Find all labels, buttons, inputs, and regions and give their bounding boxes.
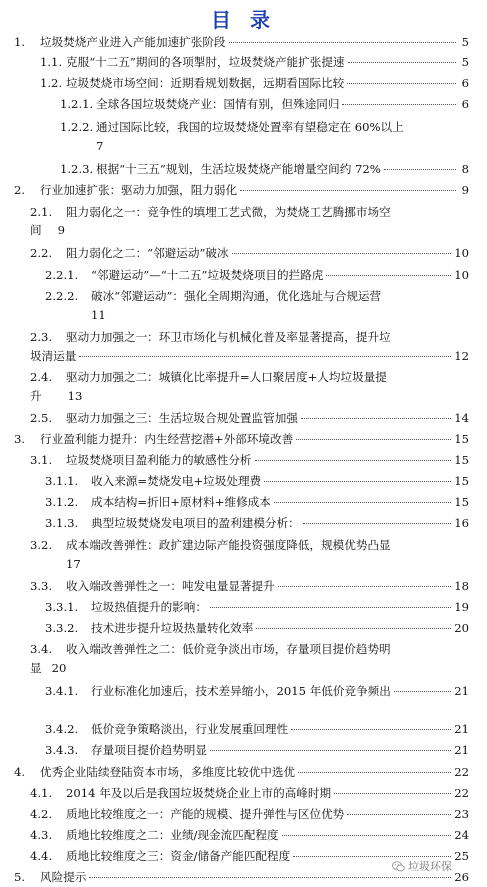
toc-entry-text-continued: 升: [30, 389, 42, 403]
leader-dots: [384, 169, 456, 170]
toc-page-number: 15: [454, 432, 469, 446]
toc-page-number: 5: [461, 55, 469, 69]
toc-entry-number: 3.1.3.: [45, 516, 79, 530]
leader-dots: [278, 586, 452, 587]
toc-entry-text: 克服“十二五”期间的各项掣肘，垃圾焚烧产能扩张提速: [66, 55, 345, 69]
toc-entry[interactable]: [30, 642, 469, 675]
leader-dots: [301, 418, 451, 419]
toc-entry-number: 4.1.: [30, 786, 53, 800]
toc-entry-number: 3.3.: [30, 579, 53, 593]
toc-entry[interactable]: [30, 246, 469, 261]
toc-entry-text: 风险提示: [40, 870, 87, 884]
watermark: [392, 858, 452, 874]
toc-entry[interactable]: [45, 289, 469, 322]
toc-entry-number: 3.1.1.: [45, 474, 79, 488]
toc-entry-number: 2.3.: [30, 330, 53, 344]
toc-entry-number: 1.2.2.: [60, 120, 94, 134]
leader-dots: [291, 729, 451, 730]
toc-entry-text: 存量项目提价趋势明显: [91, 743, 207, 757]
toc-entry-text: 行业加速扩张：驱动力加强，阻力弱化: [40, 183, 238, 197]
toc-page-number: 15: [454, 453, 469, 467]
toc-entry-number: 2.2.: [30, 246, 53, 260]
toc-entry[interactable]: [45, 516, 469, 531]
leader-dots: [79, 356, 451, 357]
toc-entry-text: 2014 年及以后是我国垃圾焚烧企业上市的高峰时期: [66, 786, 332, 800]
toc-entry[interactable]: [30, 538, 469, 571]
toc-entry[interactable]: [45, 268, 469, 283]
leader-dots: [210, 607, 451, 608]
toc-entry-number: 3.2.: [30, 538, 53, 552]
toc-page-number: 25: [454, 849, 469, 863]
toc-entry[interactable]: [45, 495, 469, 510]
toc-entry-number: 1.2.3.: [60, 162, 94, 176]
toc-entry-text: 成本结构=折旧+原材料+维修成本: [91, 495, 271, 509]
toc-entry-text-continued: 显: [30, 661, 42, 675]
toc-entry[interactable]: [60, 120, 469, 153]
toc-page-number: 22: [454, 765, 469, 779]
toc-page-number: 9: [461, 183, 469, 197]
toc-entry-text: 低价竞争策略淡出，行业发展重回理性: [91, 722, 289, 736]
toc-page-number: 26: [454, 870, 469, 884]
toc-entry-text: 垃圾焚烧产业进入产能加速扩张阶段: [40, 35, 226, 49]
toc-entry-number: 4.4.: [30, 849, 53, 863]
leader-dots: [229, 42, 456, 43]
toc-entry-number: 4.2.: [30, 807, 53, 821]
toc-entry[interactable]: [30, 786, 469, 801]
toc-page-number: 6: [461, 76, 469, 90]
toc-page-number: 19: [454, 600, 469, 614]
toc-entry-text: 行业盈利能力提升：内生经营挖潜+外部环境改善: [40, 432, 294, 446]
toc-entry-text: 质地比较维度之二：业绩/现金流匹配程度: [66, 828, 279, 842]
toc-entry[interactable]: [30, 453, 469, 468]
toc-entry-text: 通过国际比较，我国的垃圾焚烧处置率有望稳定在 60%以上: [96, 120, 404, 134]
toc-page-number: 14: [454, 411, 469, 425]
toc-entry-text: 收入端改善弹性之一：吨发电量显著提升: [66, 579, 275, 593]
toc-entry-text: 垃圾热值提升的影响：: [91, 600, 207, 614]
toc-entry-text: 垃圾焚烧项目盈利能力的敏感性分析: [66, 453, 252, 467]
watermark-text: 垃圾环保: [408, 860, 452, 873]
toc-entry-text: 破冰“邻避运动”：强化全周期沟通，优化选址与合规运营: [91, 289, 382, 303]
leader-dots: [303, 523, 452, 524]
leader-dots: [326, 275, 451, 276]
toc-entry-number: 2.2.2.: [45, 289, 79, 303]
toc-page-number: 24: [454, 828, 469, 842]
leader-dots: [232, 253, 452, 254]
toc-entry-text: “邻避运动”—“十二五”垃圾焚烧项目的拦路虎: [91, 268, 324, 282]
toc-page-number: 6: [461, 97, 469, 111]
leader-dots: [334, 793, 451, 794]
toc-entry-text: 驱动力加强之三：生活垃圾合规处置监管加强: [66, 411, 298, 425]
leader-dots: [255, 460, 452, 461]
toc-page-number: 5: [461, 35, 469, 49]
toc-entry-text: 驱动力加强之二：城镇化比率提升=人口聚居度+人均垃圾量提: [66, 370, 387, 384]
toc-entry[interactable]: [14, 432, 469, 447]
toc-entry[interactable]: [30, 411, 469, 426]
toc-entry-number: 3.1.2.: [45, 495, 79, 509]
leader-dots: [264, 481, 451, 482]
toc-entry[interactable]: [40, 55, 469, 70]
toc-page-number: 11: [91, 308, 106, 322]
toc-entry-text: 垃圾焚烧市场空间：近期看规划数据，远期看国际比较: [66, 76, 345, 90]
leader-dots: [342, 104, 456, 105]
toc-entry-number: 3.3.1.: [45, 600, 79, 614]
toc-entry[interactable]: [14, 765, 469, 780]
toc-entry-number: 4.: [14, 765, 26, 779]
toc-page-number: 10: [454, 268, 469, 282]
toc-entry[interactable]: [45, 600, 469, 615]
toc-entry-text-continued: 间: [30, 223, 42, 237]
toc-entry-number: 1.: [14, 35, 26, 49]
leader-dots: [296, 439, 451, 440]
toc-entry-text: 典型垃圾焚烧发电项目的盈利建模分析：: [91, 516, 300, 530]
toc-entry[interactable]: [14, 35, 469, 50]
toc-entry-number: 2.2.1.: [45, 268, 79, 282]
toc-entry-number: 3.1.: [30, 453, 53, 467]
toc-entry-text: 质地比较维度之一：产能的规模、提升弹性与区位优势: [66, 807, 345, 821]
leader-dots: [293, 856, 451, 857]
toc-page-number: 15: [454, 495, 469, 509]
toc-page-number: 9: [57, 223, 65, 237]
toc-entry[interactable]: [45, 743, 469, 758]
leader-dots: [282, 835, 452, 836]
toc-page-number: 17: [66, 557, 81, 571]
toc-entry[interactable]: [60, 97, 469, 112]
toc-entry-text: 收入端改善弹性之二：低价竞争淡出市场，存量项目提价趋势明: [66, 642, 391, 656]
toc-page-number: 21: [454, 684, 469, 698]
toc-page-number: 18: [454, 579, 469, 593]
toc-entry[interactable]: [30, 579, 469, 594]
toc-entry-number: 3.3.2.: [45, 621, 79, 635]
toc-entry[interactable]: [40, 76, 469, 91]
toc-entry-number: 3.4.3.: [45, 743, 79, 757]
toc-entry-number: 1.2.: [40, 76, 63, 90]
toc-entry[interactable]: [14, 183, 469, 198]
leader-dots: [274, 502, 451, 503]
toc-entry-text: 成本端改善弹性：政扩建边际产能投资强度降低，规模优势凸显: [66, 538, 391, 552]
leader-dots: [348, 62, 456, 63]
leader-dots: [89, 877, 451, 878]
toc-heading: 目 录: [211, 8, 276, 32]
toc-page-number: 13: [67, 389, 83, 403]
toc-page-number: 23: [454, 807, 469, 821]
toc-entry-number: 2.4.: [30, 370, 53, 384]
toc-entry-number: 3.4.1.: [45, 684, 79, 698]
toc-entry[interactable]: [45, 621, 469, 636]
toc-entry[interactable]: [30, 370, 469, 403]
toc-entry-text: 收入来源=焚烧发电+垃圾处理费: [91, 474, 262, 488]
toc-entry-text: 优秀企业陆续登陆资本市场，多维度比较优中选优: [40, 765, 296, 779]
toc-entry-number: 2.1.: [30, 205, 53, 219]
toc-page-number: 8: [461, 162, 469, 176]
leader-dots: [256, 628, 451, 629]
toc-entry-text: 阻力弱化之二：“邻避运动”破冰: [66, 246, 229, 260]
leader-dots: [394, 691, 451, 692]
toc-entry[interactable]: [45, 684, 469, 699]
toc-page-number: 20: [51, 661, 67, 675]
toc-entry-number: 3.4.2.: [45, 722, 79, 736]
toc-page-number: 16: [454, 516, 469, 530]
leader-dots: [298, 772, 451, 773]
toc-entry-text: 技术进步提升垃圾热量转化效率: [91, 621, 254, 635]
toc-entry[interactable]: [60, 162, 469, 177]
toc-entry-number: 2.5.: [30, 411, 53, 425]
toc-entry-number: 3.: [14, 432, 26, 446]
toc-entry[interactable]: [45, 722, 469, 737]
toc-entry-number: 5.: [14, 870, 26, 884]
toc-entry[interactable]: [30, 807, 469, 822]
toc-page-number: 21: [454, 743, 469, 757]
toc-page-number: 7: [96, 139, 104, 153]
toc-entry-text: 驱动力加强之一：环卫市场化与机械化普及率显著提高，提升垃: [66, 330, 391, 344]
toc-page-number: 21: [454, 722, 469, 736]
toc-entry-number: 1.1.: [40, 55, 63, 69]
toc-entry-text: 质地比较维度之三：资金/储备产能匹配程度: [66, 849, 291, 863]
toc-page-number: 15: [454, 474, 469, 488]
toc-page-number: 10: [454, 246, 469, 260]
toc-entry-number: 3.4.: [30, 642, 53, 656]
toc-entry-text: 根据“十三五”规划，生活垃圾焚烧产能增量空间约 72%: [96, 162, 381, 176]
toc-entry-text: 行业标准化加速后，技术差异缩小，2015 年低价竞争频出: [91, 684, 391, 698]
wechat-icon: [392, 861, 405, 872]
toc-entry-number: 4.3.: [30, 828, 53, 842]
toc-page-number: 12: [454, 349, 469, 363]
toc-entry-number: 1.2.1.: [60, 97, 94, 111]
toc-entry[interactable]: [45, 474, 469, 489]
toc-page-number: 22: [454, 786, 469, 800]
toc-entry[interactable]: [30, 330, 469, 363]
toc-entry-text: 全球各国垃圾焚烧产业：国情有别，但殊途同归: [96, 97, 340, 111]
leader-dots: [347, 83, 456, 84]
toc-entry[interactable]: [30, 205, 469, 237]
toc-page-number: 20: [454, 621, 469, 635]
leader-dots: [210, 750, 451, 751]
toc-entry-number: 2.: [14, 183, 26, 197]
toc-entry-text-continued: 圾清运量: [30, 349, 77, 363]
leader-dots: [347, 814, 451, 815]
toc-entry-text: 阻力弱化之一：竞争性的填埋工艺式微，为焚烧工艺腾挪市场空: [66, 205, 391, 219]
leader-dots: [240, 190, 456, 191]
toc-entry[interactable]: [30, 828, 469, 843]
